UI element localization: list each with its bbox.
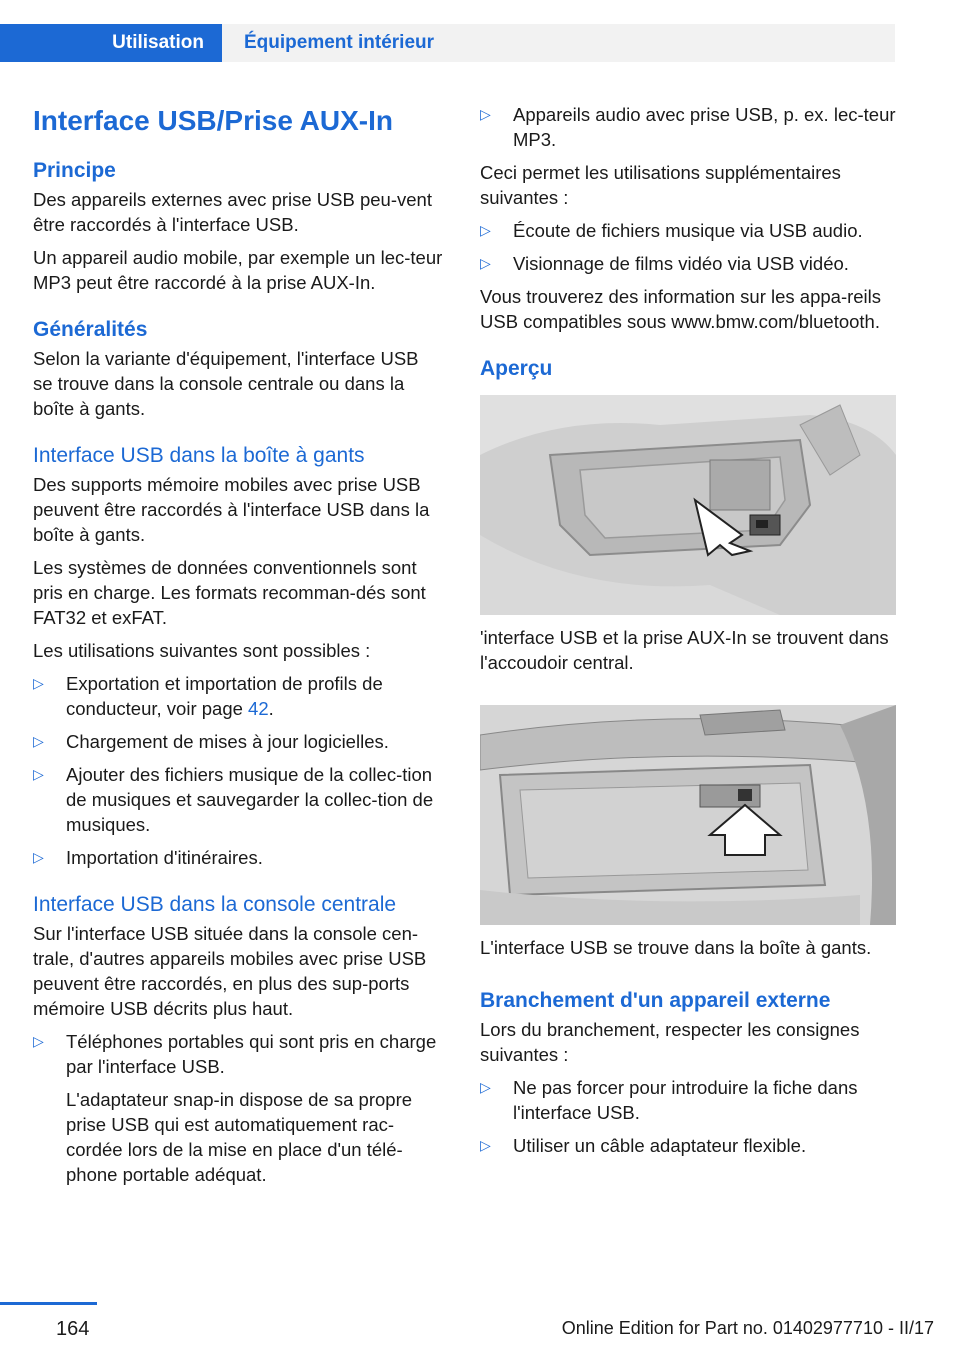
paragraph: Un appareil audio mobile, par exemple un lec-teur MP3 peut être raccordé à la prise AUX-In. bbox=[33, 247, 443, 293]
footer-rule bbox=[0, 1302, 97, 1305]
edition-note: Online Edition for Part no. 01402977710 - II/17 bbox=[561, 1318, 934, 1338]
heading-usb-console: Interface USB dans la console centrale bbox=[33, 893, 397, 916]
armrest-usb-photo bbox=[480, 395, 896, 615]
console-list bbox=[33, 1029, 443, 1187]
section-tab[interactable]: Équipement intérieur bbox=[222, 24, 895, 62]
heading-branchement: Branchement d'un appareil externe bbox=[480, 989, 831, 1012]
page-header bbox=[0, 24, 895, 62]
chapter-tab[interactable]: Utilisation bbox=[0, 24, 222, 62]
paragraph: Selon la variante d'équipement, l'interface USB se trouve dans la console centrale ou dans la boîte à gants. bbox=[33, 348, 419, 419]
list-item: ▷ Ne pas forcer pour introduire la fiche dans l'interface USB. bbox=[480, 1075, 896, 1125]
list-item: ▷ Chargement de mises à jour logicielles. bbox=[33, 729, 443, 754]
photo-caption: 'interface USB et la prise AUX-In se trouvent dans l'accoudoir central. bbox=[480, 627, 889, 673]
heading-principe: Principe bbox=[33, 159, 116, 182]
paragraph: Lors du branchement, respecter les consignes suivantes : bbox=[480, 1019, 860, 1065]
paragraph: Vous trouverez des information sur les appa-reils USB compatibles sous www.bmw.com/bluetooth. bbox=[480, 286, 882, 332]
extra-usage-list bbox=[480, 218, 896, 276]
page-link[interactable]: 42 bbox=[248, 698, 269, 719]
list-item-note: L'adaptateur snap-in dispose de sa propre prise USB qui est automatiquement rac-cordée lors de la mise en place d'un télé-phone portable adéquat. bbox=[66, 1089, 413, 1185]
list-item: ▷ Téléphones portables qui sont pris en charge par l'interface USB. L'adaptateur snap-in dispose de sa propre prise USB qui est automatiquement rac-cordée lors de la mise en place d'un télé-phone portable adéquat. bbox=[33, 1029, 443, 1187]
list-item: ▷ Appareils audio avec prise USB, p. ex. lec-teur MP3. bbox=[480, 102, 896, 152]
armrest-illustration bbox=[480, 395, 896, 615]
paragraph: Ceci permet les utilisations supplémentaires suivantes : bbox=[480, 162, 841, 208]
list-item: ▷ Visionnage de films vidéo via USB vidéo. bbox=[480, 251, 896, 276]
heading-usb-boite: Interface USB dans la boîte à gants bbox=[33, 444, 365, 467]
usage-list bbox=[33, 671, 443, 870]
paragraph: Sur l'interface USB située dans la console cen-trale, d'autres appareils mobiles avec prise USB peuvent être raccordés, en plus des sup-ports mémoire USB décrits plus haut. bbox=[33, 923, 427, 1019]
glovebox-usb-photo bbox=[480, 705, 896, 925]
list-item: ▷ Ajouter des fichiers musique de la collec-tion de musiques et sauvegarder la collec-tion de musiques. bbox=[33, 762, 443, 837]
paragraph: Les utilisations suivantes sont possibles : bbox=[33, 640, 371, 661]
device-list bbox=[480, 102, 896, 152]
paragraph: Des appareils externes avec prise USB peu-vent être raccordés à l'interface USB. bbox=[33, 189, 432, 235]
paragraph: Des supports mémoire mobiles avec prise USB peuvent être raccordés à l'interface USB dans la boîte à gants. bbox=[33, 474, 430, 545]
paragraph: Les systèmes de données conventionnels sont pris en charge. Les formats recomman-dés sont FAT32 et exFAT. bbox=[33, 557, 426, 628]
list-item: ▷ Importation d'itinéraires. bbox=[33, 845, 443, 870]
page-number: 164 bbox=[56, 1318, 90, 1340]
photo-caption: L'interface USB se trouve dans la boîte à gants. bbox=[480, 937, 872, 958]
right-column bbox=[480, 96, 896, 1166]
connection-list bbox=[480, 1075, 896, 1158]
page-title: Interface USB/Prise AUX-In bbox=[33, 105, 393, 136]
left-column bbox=[33, 96, 443, 1195]
heading-apercu: Aperçu bbox=[480, 357, 553, 380]
heading-generalites: Généralités bbox=[33, 318, 148, 341]
list-item: ▷ Utiliser un câble adaptateur flexible. bbox=[480, 1133, 896, 1158]
list-item: ▷ Écoute de fichiers musique via USB audio. bbox=[480, 218, 896, 243]
glovebox-illustration bbox=[480, 705, 896, 925]
list-item: ▷ Exportation et importation de profils de conducteur, voir page 42. bbox=[33, 671, 443, 721]
